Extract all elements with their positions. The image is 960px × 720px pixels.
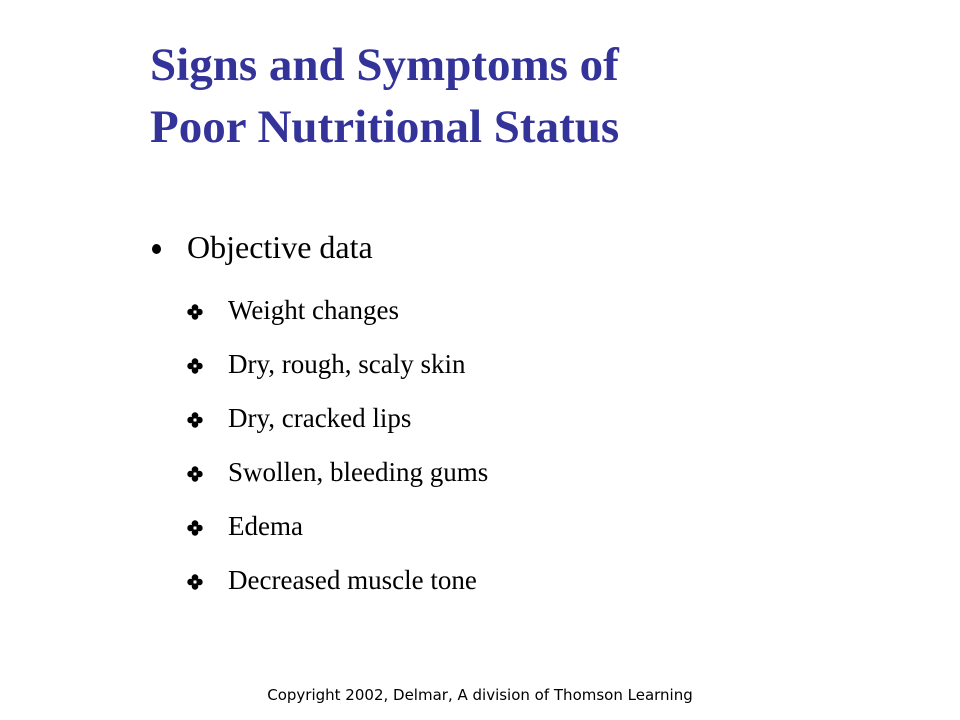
sub-bullet-text: Swollen, bleeding gums xyxy=(228,456,489,487)
sub-bullet-item xyxy=(187,337,488,391)
sub-bullet-text: Dry, cracked lips xyxy=(228,402,412,433)
main-bullet-text: Objective data xyxy=(187,228,373,265)
title-line-1: Signs and Symptoms of xyxy=(150,39,619,91)
copyright-footer: Copyright 2002, Delmar, A division of Thomson Learning xyxy=(267,686,693,704)
sub-bullet-item xyxy=(187,499,488,553)
sub-bullet-list xyxy=(187,283,488,607)
slide-title xyxy=(150,34,910,158)
flower-bullet-icon xyxy=(187,466,203,482)
sub-bullet-text: Edema xyxy=(228,510,303,541)
round-bullet-icon xyxy=(152,244,161,254)
main-bullet-item xyxy=(152,224,373,270)
sub-bullet-text: Dry, rough, scaly skin xyxy=(228,348,466,379)
flower-bullet-icon xyxy=(187,574,203,590)
sub-bullet-text: Weight changes xyxy=(228,294,400,325)
sub-bullet-item xyxy=(187,391,488,445)
flower-bullet-icon xyxy=(187,520,203,536)
sub-bullet-text: Decreased muscle tone xyxy=(228,564,477,595)
sub-bullet-item xyxy=(187,445,488,499)
title-line-2: Poor Nutritional Status xyxy=(150,101,620,153)
sub-bullet-item xyxy=(187,553,488,607)
flower-bullet-icon xyxy=(187,412,203,428)
sub-bullet-item xyxy=(187,283,488,337)
flower-bullet-icon xyxy=(187,358,203,374)
flower-bullet-icon xyxy=(187,304,203,320)
